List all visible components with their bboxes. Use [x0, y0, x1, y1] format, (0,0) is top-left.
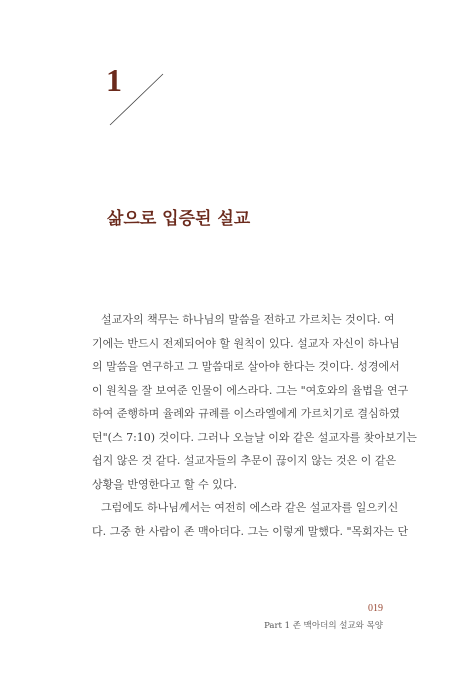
body-line: 쉽지 않은 것 같다. 설교자들의 추문이 끊이지 않는 것은 이 같은 [92, 454, 397, 467]
body-text [92, 308, 417, 543]
body-line: 하여 준행하며 율례와 규례를 이스라엘에게 가르치기로 결심하였 [92, 407, 400, 420]
body-line: 설교자의 책무는 하나님의 말씀을 전하고 가르치는 것이다. 여 [101, 313, 395, 326]
chapter-number: 1 [106, 62, 122, 98]
body-line: 던"(스 7:10) 것이다. 그러나 오늘날 이와 같은 설교자를 찾아보기는 [92, 430, 417, 444]
body-line: 의 말씀을 연구하고 그 말씀대로 살아야 한다는 것이다. 성경에서 [92, 360, 400, 373]
chapter-title: 삶으로 입증된 설교 [107, 209, 251, 229]
body-line: 상황을 반영한다고 할 수 있다. [92, 477, 237, 491]
running-footer: Part 1 존 맥아더의 설교와 목양 [264, 621, 383, 631]
body-line: 다. 그중 한 사람이 존 맥아더다. 그는 이렇게 말했다. "목회자는 단 [92, 524, 409, 538]
chapter-divider-slash [106, 70, 166, 130]
page-number: 019 [368, 603, 383, 614]
body-line: 이 원칙을 잘 보여준 인물이 에스라다. 그는 "여호와의 율법을 연구 [92, 383, 409, 397]
body-line: 기에는 반드시 전제되어야 할 원칙이 있다. 설교자 자신이 하나님 [92, 336, 400, 350]
body-line: 그럼에도 하나님께서는 여전히 에스라 같은 설교자를 일으키신 [101, 501, 399, 514]
